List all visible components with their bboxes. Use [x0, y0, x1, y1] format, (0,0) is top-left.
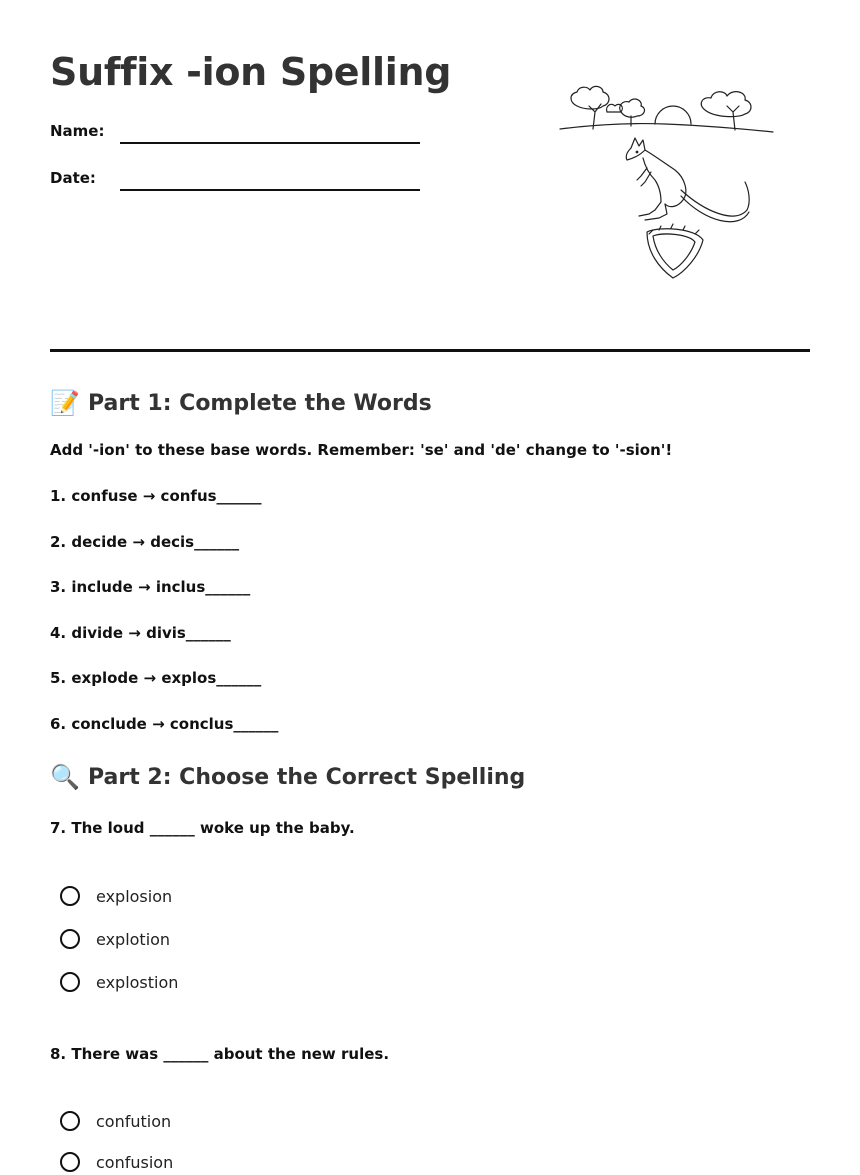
header-divider: [50, 349, 810, 352]
worksheet-title: Suffix -ion Spelling: [50, 50, 452, 94]
question-prompt: 7. The loud ______ woke up the baby.: [50, 819, 355, 837]
fill-in-item[interactable]: 5. explode → explos______: [50, 669, 262, 687]
date-field: [50, 169, 420, 195]
radio-button[interactable]: [60, 1152, 80, 1172]
fill-in-item[interactable]: 3. include → inclus______: [50, 578, 251, 596]
radio-button[interactable]: [60, 929, 80, 949]
answer-option[interactable]: [60, 969, 178, 995]
kangaroo-jumping-illustration: [555, 82, 780, 287]
radio-button[interactable]: [60, 972, 80, 992]
option-label: explotion: [96, 929, 171, 949]
radio-button[interactable]: [60, 886, 80, 906]
name-field: [50, 122, 420, 148]
part1-heading-text: Part 1: Complete the Words: [88, 390, 432, 416]
name-label: Name:: [50, 122, 105, 140]
name-blank-line[interactable]: [120, 142, 420, 144]
question-prompt: 8. There was ______ about the new rules.: [50, 1045, 390, 1063]
part1-heading: [50, 389, 432, 417]
option-label: explosion: [96, 886, 173, 906]
magnifying-glass-icon: 🔍: [50, 763, 80, 791]
part2-heading-text: Part 2: Choose the Correct Spelling: [88, 764, 526, 790]
date-label: Date:: [50, 169, 96, 187]
fill-in-item[interactable]: 1. confuse → confus______: [50, 487, 262, 505]
answer-option[interactable]: [60, 1108, 171, 1134]
fill-in-item[interactable]: 4. divide → divis______: [50, 624, 231, 642]
date-blank-line[interactable]: [120, 189, 420, 191]
answer-option[interactable]: [60, 926, 170, 952]
radio-button[interactable]: [60, 1111, 80, 1131]
part1-instruction: Add '-ion' to these base words. Remember: 'se' and 'de' change to '-sion'!: [50, 441, 673, 459]
fill-in-item[interactable]: 6. conclude → conclus______: [50, 715, 279, 733]
answer-option[interactable]: [60, 1149, 173, 1175]
memo-pencil-icon: 📝: [50, 389, 80, 417]
option-label: confusion: [96, 1152, 174, 1172]
option-label: confution: [96, 1111, 172, 1131]
fill-in-item[interactable]: 2. decide → decis______: [50, 533, 240, 551]
answer-option[interactable]: [60, 883, 172, 909]
part2-heading: [50, 763, 525, 791]
option-label: explostion: [96, 972, 179, 992]
